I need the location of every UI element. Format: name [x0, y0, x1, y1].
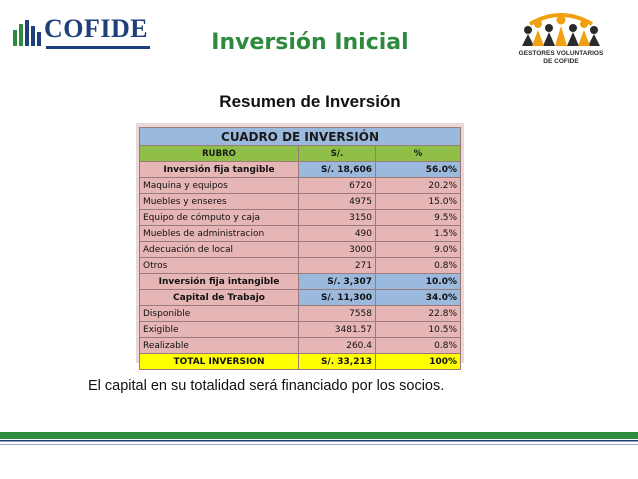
cell-percent: 0.8%	[376, 258, 461, 274]
cell-amount: 260.4	[299, 338, 376, 354]
gestores-logo-text	[508, 50, 614, 66]
cell-rubro: Muebles y enseres	[140, 194, 299, 210]
table-row	[140, 178, 461, 194]
cell-percent: 0.8%	[376, 338, 461, 354]
table-row	[140, 306, 461, 322]
cell-amount: 271	[299, 258, 376, 274]
subtitle	[0, 92, 638, 112]
cell-percent: 1.5%	[376, 226, 461, 242]
subtitle-text: Resumen de Inversión	[219, 92, 401, 111]
cell-amount: 3481.57	[299, 322, 376, 338]
gestores-logo-line-1: GESTORES VOLUNTARIOS	[518, 50, 604, 57]
cell-rubro: Capital de Trabajo	[140, 290, 299, 306]
table-total-row	[140, 354, 461, 370]
cell-amount: S/. 18,606	[299, 162, 376, 178]
cell-rubro: Otros	[140, 258, 299, 274]
bottom-decorative-bar	[0, 432, 638, 479]
cell-amount: 3000	[299, 242, 376, 258]
cell-percent: 20.2%	[376, 178, 461, 194]
investment-table-frame	[136, 123, 464, 367]
cell-amount: 3150	[299, 210, 376, 226]
cell-rubro: Exigible	[140, 322, 299, 338]
table-subtotal-row	[140, 290, 461, 306]
table-subtotal-row	[140, 274, 461, 290]
table-subtotal-row	[140, 162, 461, 178]
cell-rubro: Muebles de administracion	[140, 226, 299, 242]
cell-percent: 10.5%	[376, 322, 461, 338]
cell-rubro: Disponible	[140, 306, 299, 322]
gestores-logo-line-2: DE COFIDE	[543, 58, 579, 65]
cell-rubro: Inversión fija tangible	[140, 162, 299, 178]
cell-percent: 100%	[376, 354, 461, 370]
cell-percent: 10.0%	[376, 274, 461, 290]
table-row	[140, 226, 461, 242]
table-row	[140, 210, 461, 226]
table-row	[140, 194, 461, 210]
table-row	[140, 242, 461, 258]
table-row	[140, 322, 461, 338]
cell-rubro: TOTAL INVERSION	[140, 354, 299, 370]
column-header-percent: %	[376, 146, 461, 162]
column-header-soles: S/.	[299, 146, 376, 162]
cell-percent: 34.0%	[376, 290, 461, 306]
table-row	[140, 258, 461, 274]
cell-rubro: Realizable	[140, 338, 299, 354]
cell-percent: 56.0%	[376, 162, 461, 178]
cell-rubro: Inversión fija intangible	[140, 274, 299, 290]
column-header-rubro: RUBRO	[140, 146, 299, 162]
cell-amount: S/. 3,307	[299, 274, 376, 290]
footer-text: El capital en su totalidad será financiado por los socios.	[88, 378, 445, 394]
cell-amount: 7558	[299, 306, 376, 322]
cell-amount: S/. 11,300	[299, 290, 376, 306]
cell-amount: S/. 33,213	[299, 354, 376, 370]
slide-title-text: Inversión Inicial	[211, 30, 409, 55]
cofide-logo-text: COFIDE	[44, 14, 149, 43]
cell-amount: 4975	[299, 194, 376, 210]
cell-percent: 9.0%	[376, 242, 461, 258]
cell-rubro: Adecuación de local	[140, 242, 299, 258]
table-row	[140, 338, 461, 354]
cell-percent: 9.5%	[376, 210, 461, 226]
cell-percent: 15.0%	[376, 194, 461, 210]
people-group-icon	[508, 10, 614, 50]
cell-percent: 22.8%	[376, 306, 461, 322]
cell-rubro: Equipo de cómputo y caja	[140, 210, 299, 226]
gestores-voluntarios-logo	[508, 10, 614, 72]
cell-rubro: Maquina y equipos	[140, 178, 299, 194]
table-title-row	[140, 128, 461, 146]
investment-table	[139, 127, 461, 370]
cell-amount: 490	[299, 226, 376, 242]
cell-amount: 6720	[299, 178, 376, 194]
table-title: CUADRO DE INVERSIÓN	[140, 128, 461, 146]
table-header-row	[140, 146, 461, 162]
